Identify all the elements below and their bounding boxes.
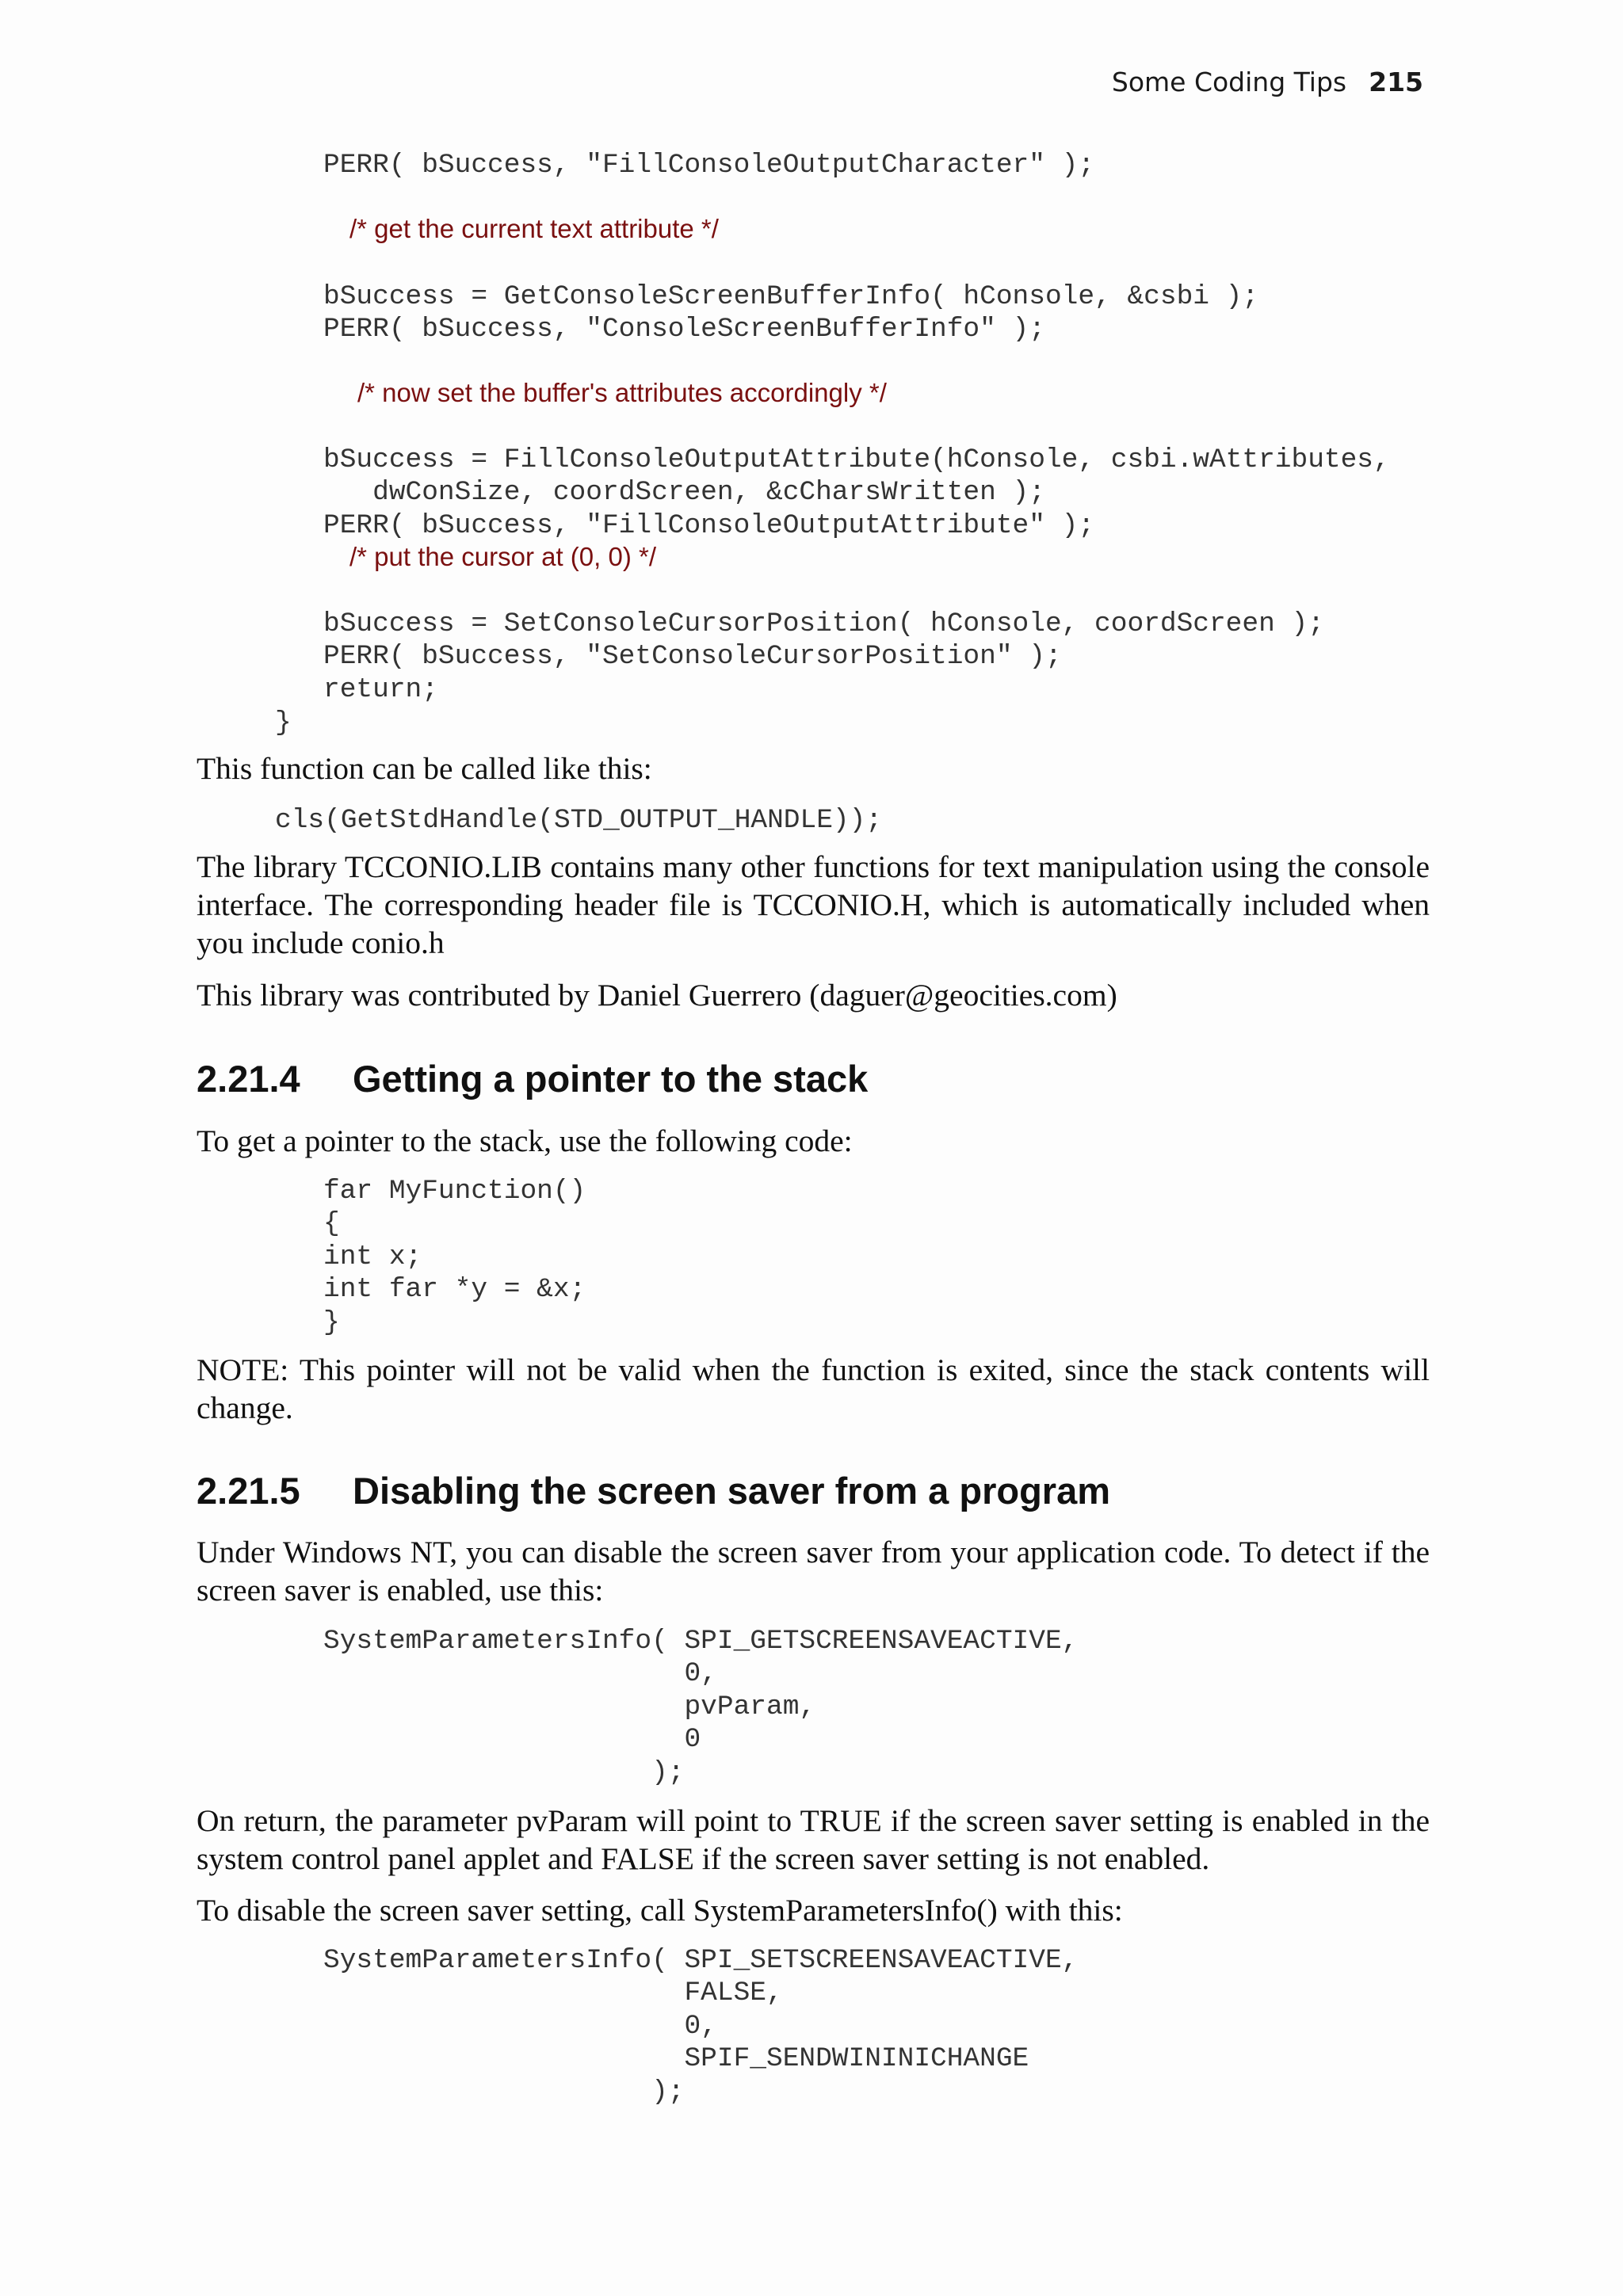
code-fill-attribute: bSuccess = FillConsoleOutputAttribute(hConsole, csbi.wAttributes, dwConSize, coordScreen, &cCharsWritten ); PERR( bSuccess, "FillConsoleOutputAttribute" );	[323, 444, 1390, 541]
page-number: 215	[1369, 67, 1423, 97]
code-perr-fill-char: PERR( bSuccess, "FillConsoleOutputCharacter" );	[323, 150, 1095, 181]
section-number: 2.21.4	[197, 1058, 300, 1100]
paragraph-library: The library TCCONIO.LIB contains many other functions for text manipulation using the console interface. The corresponding header file is TCCONIO.H, which is automatically included when you include conio.h	[197, 849, 1430, 960]
paragraph-note: NOTE: This pointer will not be valid when the function is exited, since the stack contents will change.	[197, 1352, 1430, 1425]
paragraph-called: This function can be called like this:	[197, 751, 652, 786]
section-heading-2215	[197, 1469, 1110, 1512]
paragraph-windows-nt: Under Windows NT, you can disable the screen saver from your application code. To detect if the screen saver is enabled, use this:	[197, 1535, 1430, 1608]
code-get-buffer-info: bSuccess = GetConsoleScreenBufferInfo( hConsole, &csbi ); PERR( bSuccess, "ConsoleScreenBufferInfo" );	[323, 281, 1259, 345]
code-set-screensave: SystemParametersInfo( SPI_SETSCREENSAVEACTIVE, FALSE, 0, SPIF_SENDWININICHANGE );	[323, 1945, 1079, 2107]
section-heading-2214	[197, 1057, 868, 1100]
running-header	[1112, 67, 1423, 97]
code-comment-buffer-attributes: /* now set the buffer's attributes accordingly */	[357, 378, 887, 407]
code-comment-cursor: /* put the cursor at (0, 0) */	[349, 542, 657, 571]
code-set-cursor: bSuccess = SetConsoleCursorPosition( hConsole, coordScreen ); PERR( bSuccess, "SetConsoleCursorPosition" ); return;	[323, 608, 1324, 705]
section-title: Getting a pointer to the stack	[353, 1058, 869, 1100]
code-stack-pointer: far MyFunction() { int x; int far *y = &x; }	[323, 1176, 586, 1338]
running-title: Some Coding Tips	[1111, 67, 1347, 97]
code-cls-call: cls(GetStdHandle(STD_OUTPUT_HANDLE));	[275, 805, 883, 836]
code-comment-text-attribute: /* get the current text attribute */	[349, 214, 719, 243]
section-number: 2.21.5	[197, 1470, 300, 1512]
paragraph-disable: To disable the screen saver setting, call SystemParametersInfo() with this:	[197, 1893, 1123, 1928]
paragraph-contributed: This library was contributed by Daniel Guerrero (daguer@geocities.com)	[197, 978, 1117, 1013]
paragraph-on-return: On return, the parameter pvParam will point to TRUE if the screen saver setting is enabled in the system control panel applet and FALSE if the screen saver setting is not enabled.	[197, 1803, 1430, 1876]
section-title: Disabling the screen saver from a program	[353, 1470, 1110, 1512]
code-get-screensave: SystemParametersInfo( SPI_GETSCREENSAVEACTIVE, 0, pvParam, 0 );	[323, 1626, 1079, 1788]
paragraph-stack: To get a pointer to the stack, use the following code:	[197, 1123, 853, 1158]
code-closing-brace: }	[275, 707, 292, 738]
